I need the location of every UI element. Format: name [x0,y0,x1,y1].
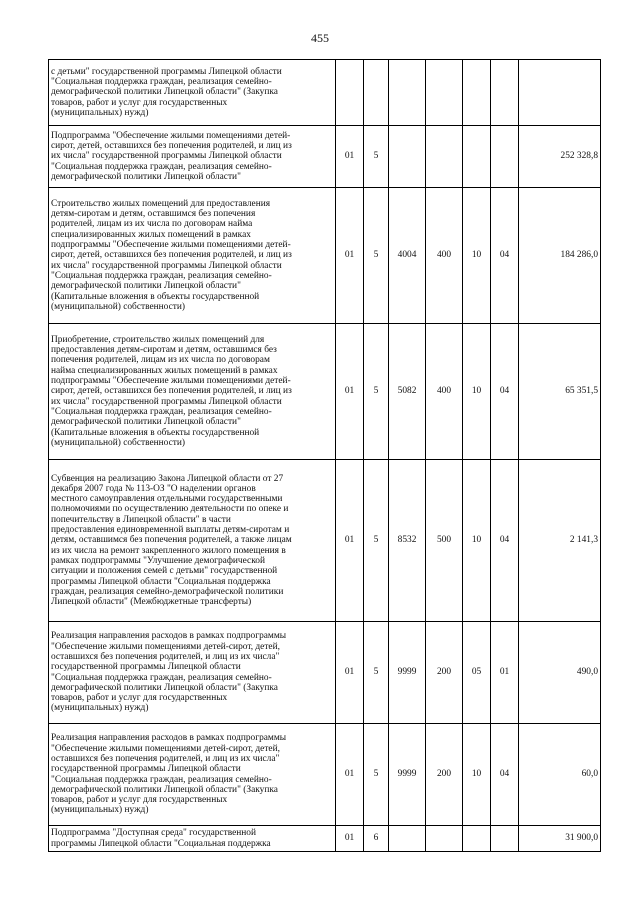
cell-code-4: 200 [426,622,463,724]
cell-amount: 2 141,3 [519,460,601,622]
cell-code-2: 5 [364,460,389,622]
table-row [49,188,601,324]
table-row [49,724,601,826]
cell-amount: 31 900,0 [519,826,601,852]
cell-code-4: 200 [426,724,463,826]
cell-code-6 [491,826,519,852]
cell-code-5 [463,826,491,852]
cell-code-3: 8532 [389,460,426,622]
row-description: Подпрограмма "Доступная среда" государственной программы Липецкой области "Социальная поддержка [49,826,336,852]
cell-code-1: 01 [336,622,364,724]
cell-code-4 [426,126,463,188]
cell-code-6 [491,126,519,188]
cell-code-4: 400 [426,188,463,324]
cell-code-2: 6 [364,826,389,852]
cell-code-3 [389,826,426,852]
cell-code-5: 10 [463,460,491,622]
cell-code-3: 4004 [389,188,426,324]
cell-code-6: 04 [491,724,519,826]
cell-code-5 [463,60,491,126]
cell-code-4 [426,826,463,852]
cell-code-6: 04 [491,324,519,460]
cell-code-1: 01 [336,126,364,188]
cell-code-2: 5 [364,188,389,324]
cell-code-5: 10 [463,724,491,826]
cell-code-1: 01 [336,826,364,852]
cell-amount: 65 351,5 [519,324,601,460]
cell-code-3 [389,60,426,126]
cell-code-6: 01 [491,622,519,724]
table-row [49,60,601,126]
table-row [49,324,601,460]
cell-code-3: 9999 [389,724,426,826]
row-description: Строительство жилых помещений для предоставления детям-сиротам и детям, оставшимся без попечения родителей, лицам из их числа по договорам найма специализированных жилых помещений в рамках подпрограммы "Обеспечение жилыми помещениями детей- сирот, детей, оставшихся без попечения родителей, и лиц из их числа" государственной программы Липецкой области "Социальная поддержка граждан, реализация семейно- демографической политики Липецкой области" (Капитальные вложения в объекты государственной (муниципальной) собственности) [49,188,336,324]
cell-code-4: 400 [426,324,463,460]
cell-code-6: 04 [491,188,519,324]
row-description: Приобретение, строительство жилых помещений для предоставления детям-сиротам и детям, оставшимся без попечения родителей, лицам из их числа по договорам найма специализированных жилых помещений в рамках подпрограммы "Обеспечение жилыми помещениями детей- сирот, детей, оставшихся без попечения родителей, и лиц из их числа" государственной программы Липецкой области "Социальная поддержка граждан, реализация семейно- демографической политики Липецкой области" (Капитальные вложения в объекты государственной (муниципальной) собственности) [49,324,336,460]
cell-code-5 [463,126,491,188]
cell-code-4: 500 [426,460,463,622]
cell-amount: 252 328,8 [519,126,601,188]
row-description: Подпрограмма "Обеспечение жилыми помещениями детей- сирот, детей, оставшихся без попечения родителей, и лиц из их числа" государственной программы Липецкой области "Социальная поддержка граждан, реализация семейно- демографической политики Липецкой области" [49,126,336,188]
cell-code-6: 04 [491,460,519,622]
row-description: Реализация направления расходов в рамках подпрограммы "Обеспечение жилыми помещениями детей-сирот, детей, оставшихся без попечения родителей, и лиц из их числа" государственной программы Липецкой области "Социальная поддержка граждан, реализация семейно- демографической политики Липецкой области" (Закупка товаров, работ и услуг для государственных (муниципальных) нужд) [49,622,336,724]
cell-amount: 60,0 [519,724,601,826]
row-description: Реализация направления расходов в рамках подпрограммы "Обеспечение жилыми помещениями детей-сирот, детей, оставшихся без попечения родителей, и лиц из их числа" государственной программы Липецкой области "Социальная поддержка граждан, реализация семейно- демографической политики Липецкой области" (Закупка товаров, работ и услуг для государственных (муниципальных) нужд) [49,724,336,826]
cell-code-2: 5 [364,126,389,188]
cell-code-2: 5 [364,622,389,724]
cell-code-1: 01 [336,460,364,622]
cell-amount: 184 286,0 [519,188,601,324]
table-row [49,826,601,852]
cell-code-3: 5082 [389,324,426,460]
cell-code-2: 5 [364,724,389,826]
cell-code-3 [389,126,426,188]
cell-code-1: 01 [336,188,364,324]
cell-amount: 490,0 [519,622,601,724]
cell-code-2 [364,60,389,126]
budget-table [48,59,601,852]
cell-code-1: 01 [336,324,364,460]
table-row [49,126,601,188]
page-number: 455 [311,31,329,45]
cell-code-4 [426,60,463,126]
cell-code-5: 10 [463,188,491,324]
cell-code-3: 9999 [389,622,426,724]
table-row [49,460,601,622]
cell-code-1 [336,60,364,126]
row-description: Субвенция на реализацию Закона Липецкой области от 27 декабря 2007 года № 113-ОЗ "О наделении органов местного самоуправления отдельными государственными полномочиями по осуществлению деятельности по опеке и попечительству в Липецкой области" в части предоставления единовременной выплаты детям-сиротам и детям, оставшимся без попечения родителей, а также лицам из их числа на ремонт закрепленного жилого помещения в рамках подпрограммы "Улучшение демографической ситуации и положения семей с детьми" государственной программы Липецкой области "Социальная поддержка граждан, реализация семейно-демографической политики Липецкой области" (Межбюджетные трансферты) [49,460,336,622]
cell-amount [519,60,601,126]
cell-code-1: 01 [336,724,364,826]
row-description: с детьми" государственной программы Липецкой области "Социальная поддержка граждан, реализация семейно- демографической политики Липецкой области" (Закупка товаров, работ и услуг для государственных (муниципальных) нужд) [49,60,336,126]
cell-code-5: 05 [463,622,491,724]
table-row [49,622,601,724]
cell-code-6 [491,60,519,126]
cell-code-5: 10 [463,324,491,460]
cell-code-2: 5 [364,324,389,460]
